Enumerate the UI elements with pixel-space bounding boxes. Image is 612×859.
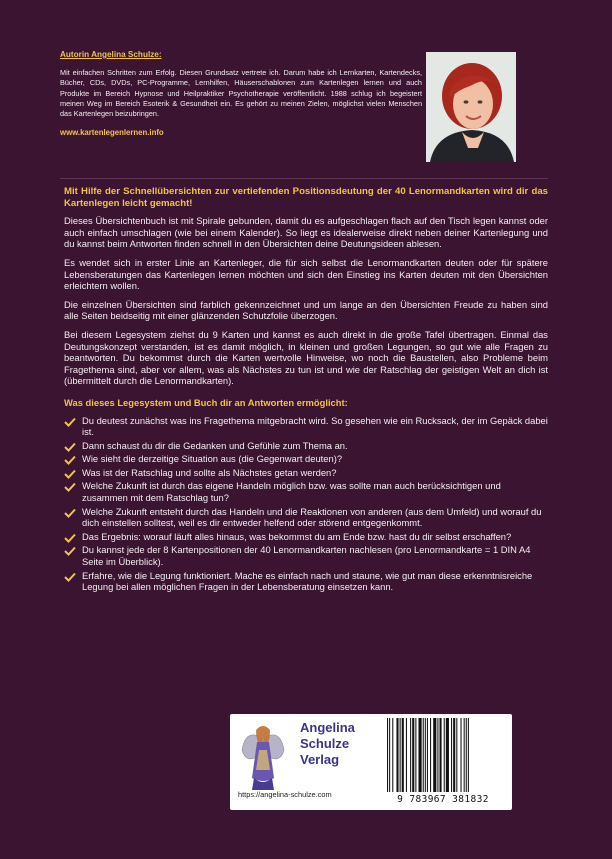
main-content [64,186,548,595]
paragraph-4: Bei diesem Legesystem ziehst du 9 Karten und kannst es auch direkt in die große Tafel übertragen. Einmal das Deutungskonzept verstanden, ist es damit möglich, in kleinen und großen Legungen, so gut wie alle Fragen zu beantworten. Du bekommst durch die Karten wertvolle Hinweise, wo noch die Baustellen, also Probleme beim Fragethema sind, aber vor allem, was als Nächstes zu tun ist und wie der Ratschlag der geistigen Welt an dich ist (übermittelt durch die Lenormandkarten). [64,328,548,387]
publisher-box [230,714,512,810]
section-divider [60,178,548,179]
answers-checklist [64,415,548,593]
checklist-item: Du kannst jede der 8 Kartenpositionen der 40 Lenormandkarten nachlesen (pro Lenormandkarte = 1 DIN A4 Seite im Überblick). [64,544,548,567]
checklist-item: Dann schaust du dir die Gedanken und Gefühle zum Thema an. [64,440,548,452]
author-photo [426,52,516,162]
checklist-heading: Was dieses Legesystem und Buch dir an Antworten ermöglicht: [64,396,348,408]
check-icon [64,417,76,427]
author-title: Autorin Angelina Schulze: [60,50,162,59]
checklist-item: Erfahre, wie die Legung funktioniert. Mache es einfach nach und staune, wie gut man diese erkenntnisreiche Legung bei allen möglichen Fragen in der Lebensberatung einsetzen kann. [64,570,548,593]
checklist-item: Welche Zukunft ist durch das eigene Handeln möglich bzw. was sollte man auch berücksichtigen und zusammen mit dem Ratschlag tun? [64,480,548,503]
check-icon [64,469,76,479]
check-icon [64,442,76,452]
checklist-item: Was ist der Ratschlag und sollte als Nächstes getan werden? [64,467,548,479]
check-icon [64,482,76,492]
isbn-number: 9 783967 381832 [397,794,489,805]
author-website-link[interactable]: www.kartenlegenlernen.info [60,128,164,138]
paragraph-2: Es wendet sich in erster Linie an Kartenleger, die für sich selbst die Lenormandkarten deuten oder für spätere Lebensberatungen das Kartenlegen lernen möchten und sich den Einstieg ins Karten deuten mit den Übersichten erleichtern wollen. [64,256,548,292]
publisher-url[interactable]: https://angelina-schulze.com [238,790,332,799]
checklist-item: Wie sieht die derzeitige Situation aus (die Gegenwart deuten)? [64,453,548,465]
checklist-item: Das Ergebnis: worauf läuft alles hinaus, was bekommst du am Ende bzw. hast du dir selbst erschaffen? [64,531,548,543]
author-section [60,50,422,138]
paragraph-3: Die einzelnen Übersichten sind farblich gekennzeichnet und um lange an den Übersichten Freude zu haben sind alle Seiten beidseitig mit einer glänzenden Schutzfolie überzogen. [64,298,548,322]
check-icon [64,508,76,518]
author-bio: Mit einfachen Schritten zum Erfolg. Diesen Grundsatz vertrete ich. Darum habe ich Lernkarten, Kartendecks, Bücher, CDs, DVDs, PC-Programme, Lernhilfen, Häuserschablonen zum Kartenlegen lernen und auch Produkte im Bereich Hypnose und Heilpraktiker Psychotherapie veröffentlicht. 1988 schlug ich begeistert meinen Weg im Bereich Esoterik & Gesundheit ein. Es gehört zu meinen Zielen, möglichst vielen Menschen das Kartenlegen beizubringen. [60,68,422,119]
check-icon [64,572,76,582]
isbn-barcode [385,718,505,792]
angel-logo-icon [240,720,286,794]
checklist-item: Welche Zukunft entsteht durch das Handeln und die Reaktionen von anderen (aus dem Umfeld) und worauf du dich einstellen solltest, weil es dir entweder helfend oder störend entgegenkommt. [64,506,548,529]
checklist-item: Du deutest zunächst was ins Fragethema mitgebracht wird. So gesehen wie ein Rucksack, der im Gepäck dabei ist. [64,415,548,438]
check-icon [64,455,76,465]
headline: Mit Hilfe der Schnellübersichten zur vertiefenden Positionsdeutung der 40 Lenormandkarten wird dir das Kartenlegen leicht gemacht! [64,186,548,209]
publisher-name: Angelina Schulze Verlag [300,720,355,767]
check-icon [64,533,76,543]
paragraph-1: Dieses Übersichtenbuch ist mit Spirale gebunden, damit du es aufgeschlagen flach auf den Tisch legen kannst oder auch einfach umschlagen (wie bei einem Kalender). So liegt es idealerweise direkt neben deiner Kartenlegung und du kannst beim Antworten finden schnell in den Übersichten deine Deutungsideen ablesen. [64,215,548,250]
check-icon [64,546,76,556]
